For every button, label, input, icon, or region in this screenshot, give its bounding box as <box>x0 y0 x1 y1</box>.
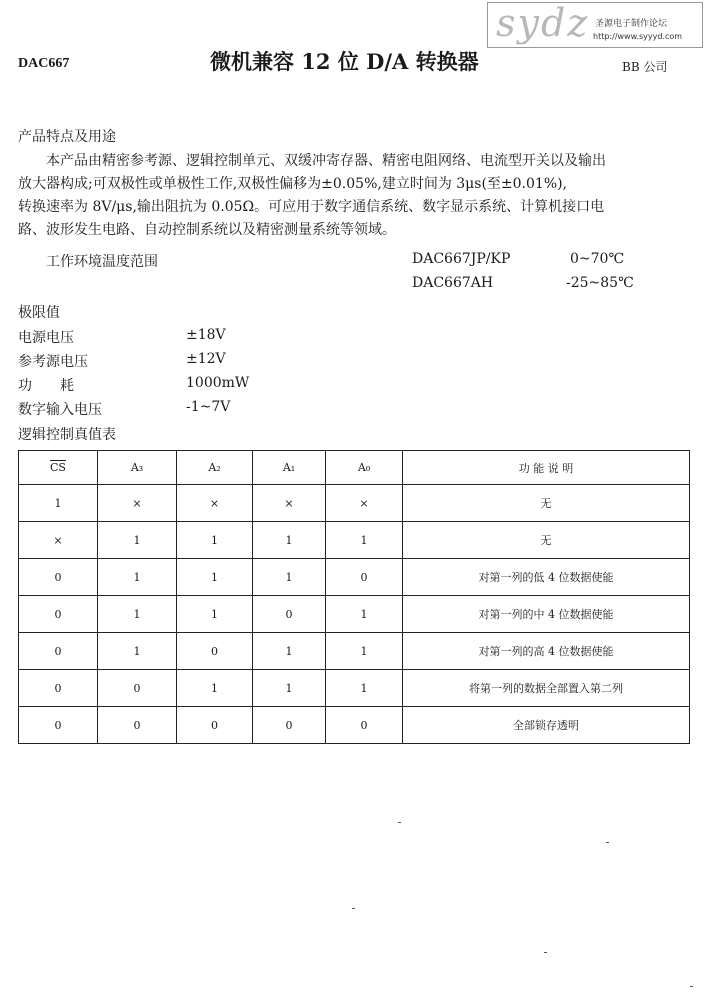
table-cell: 1 <box>253 559 326 596</box>
features-heading: 产品特点及用途 <box>18 129 116 145</box>
table-cell: 0 <box>19 559 98 596</box>
table-cell: × <box>19 522 98 559</box>
features-line: 本产品由精密参考源、逻辑控制单元、双缓冲寄存器、精密电阻网络、电流型开关以及输出 <box>46 153 606 169</box>
limit-label: 功 耗 <box>18 378 74 394</box>
page-title: 微机兼容 12 位 D/A 转换器 <box>210 49 479 74</box>
watermark-name: 圣源电子制作论坛 <box>595 19 668 29</box>
table-cell: × <box>177 485 253 522</box>
table-cell: 1 <box>253 522 326 559</box>
table-row <box>19 596 690 633</box>
table-row <box>19 522 690 559</box>
model-number: DAC667 <box>18 56 70 71</box>
column-header: 功 能 说 明 <box>403 451 690 485</box>
scan-speck <box>606 842 609 843</box>
table-cell: 无 <box>403 485 690 522</box>
truth-table-heading: 逻辑控制真值表 <box>18 427 116 443</box>
table-cell: 1 <box>177 596 253 633</box>
table-cell: 1 <box>326 596 403 633</box>
table-cell: 0 <box>177 707 253 744</box>
table-cell: 无 <box>403 522 690 559</box>
table-cell: 1 <box>326 522 403 559</box>
truth-table <box>18 450 690 744</box>
table-cell: 1 <box>19 485 98 522</box>
table-cell: 1 <box>326 670 403 707</box>
table-cell: 0 <box>326 559 403 596</box>
scan-speck <box>398 822 401 823</box>
table-row <box>19 707 690 744</box>
features-line: 路、波形发生电路、自动控制系统以及精密测量系统等领域。 <box>18 222 396 238</box>
table-cell: 1 <box>253 633 326 670</box>
watermark-logo <box>487 2 703 48</box>
table-cell: 0 <box>253 596 326 633</box>
limit-label: 参考源电压 <box>18 354 88 370</box>
temperature-range: -25~85℃ <box>566 275 634 291</box>
table-cell: 0 <box>98 707 177 744</box>
table-cell: 1 <box>177 670 253 707</box>
limit-label: 电源电压 <box>18 330 74 346</box>
table-cell: 1 <box>98 633 177 670</box>
temperature-range: 0~70℃ <box>570 251 625 267</box>
limit-value: ±12V <box>186 351 226 367</box>
table-cell: × <box>253 485 326 522</box>
table-row <box>19 670 690 707</box>
table-cell: 对第一列的中 4 位数据使能 <box>403 596 690 633</box>
table-cell: 对第一列的高 4 位数据使能 <box>403 633 690 670</box>
column-header: A₀ <box>326 451 403 485</box>
table-cell: 1 <box>98 596 177 633</box>
table-cell: 1 <box>326 633 403 670</box>
features-line: 放大器构成;可双极性或单极性工作,双极性偏移为±0.05%,建立时间为 3μs(至±0.01%), <box>18 176 568 192</box>
scan-speck <box>690 986 693 987</box>
table-cell: 1 <box>98 522 177 559</box>
scan-speck <box>544 952 547 953</box>
limit-label: 数字输入电压 <box>18 402 102 418</box>
features-line: 转换速率为 8V/μs,输出阻抗为 0.05Ω。可应用于数字通信系统、数字显示系统、计算机接口电 <box>18 199 605 215</box>
table-cell: 0 <box>19 596 98 633</box>
temperature-model: DAC667AH <box>412 275 494 291</box>
limit-value: -1~7V <box>186 399 231 415</box>
table-cell: 1 <box>253 670 326 707</box>
company-name: BB 公司 <box>622 60 668 74</box>
column-header: A₃ <box>98 451 177 485</box>
column-header: A₂ <box>177 451 253 485</box>
watermark-url: http://www.syyyd.com <box>593 32 683 41</box>
limits-heading: 极限值 <box>18 305 60 321</box>
table-cell: 1 <box>98 559 177 596</box>
table-cell: 将第一列的数据全部置入第二列 <box>403 670 690 707</box>
table-cell: 1 <box>177 559 253 596</box>
column-header: A₁ <box>253 451 326 485</box>
table-cell: 0 <box>98 670 177 707</box>
table-cell: × <box>326 485 403 522</box>
temperature-model: DAC667JP/KP <box>412 251 511 267</box>
limit-value: ±18V <box>186 327 226 343</box>
table-cell: 0 <box>326 707 403 744</box>
table-cell: 1 <box>177 522 253 559</box>
watermark-mark: sydz <box>496 1 590 45</box>
table-cell: 0 <box>253 707 326 744</box>
table-cell: 0 <box>19 707 98 744</box>
table-row <box>19 485 690 522</box>
table-cell: 0 <box>177 633 253 670</box>
table-cell: 0 <box>19 670 98 707</box>
limit-value: 1000mW <box>186 375 250 391</box>
features-paragraph <box>18 150 686 242</box>
table-cell: × <box>98 485 177 522</box>
table-cell: 对第一列的低 4 位数据使能 <box>403 559 690 596</box>
table-cell: 全部锁存透明 <box>403 707 690 744</box>
table-header-row <box>19 451 690 485</box>
temperature-label: 工作环境温度范围 <box>46 254 158 270</box>
scan-speck <box>352 908 355 909</box>
table-row <box>19 559 690 596</box>
table-cell: 0 <box>19 633 98 670</box>
column-header: $\overline{CS}$ <box>19 451 98 485</box>
table-row <box>19 633 690 670</box>
